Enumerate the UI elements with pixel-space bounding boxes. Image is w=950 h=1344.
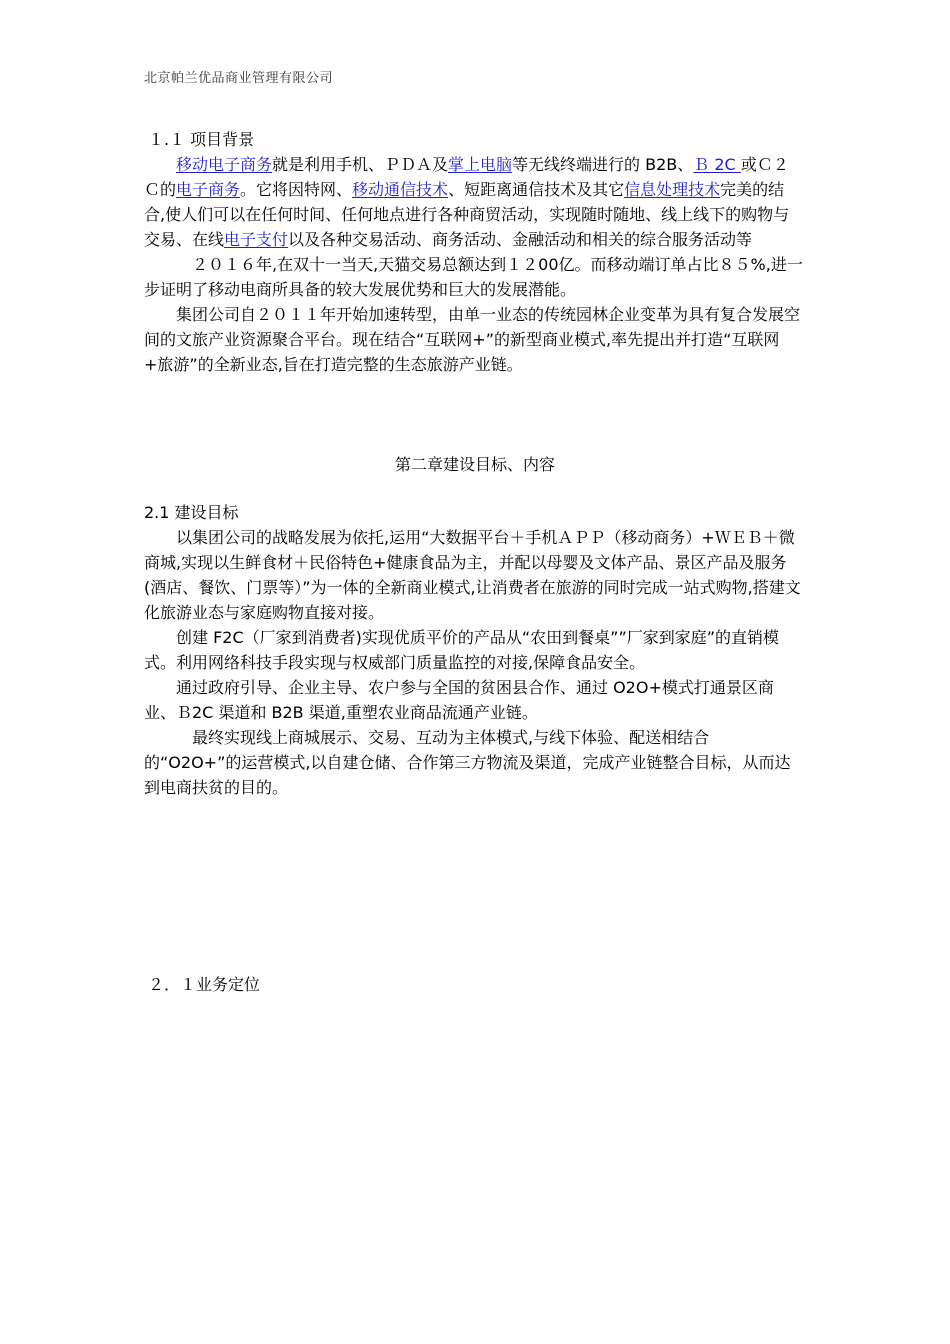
section-1-1-paragraph-2: ２０１６年,在双十一当天,天猫交易总额达到１２00亿。而移动端订单占比８５%,进一步证明了移动电商所具备的较大发展优势和巨大的发展潜能。 <box>144 255 803 299</box>
section-2-1-body <box>144 525 804 800</box>
text-span: 、短距离通信技术及其它 <box>448 180 625 199</box>
text-span: 以及各种交易活动、商务活动、金融活动和相关的综合服务活动等 <box>288 230 753 249</box>
section-1-1-paragraph-1 <box>144 152 804 252</box>
text-span: 等无线终端进行的 B2B、 <box>512 155 694 174</box>
link-ecommerce[interactable]: 电子商务 <box>176 180 241 199</box>
chapter-2-title: 第二章建设目标、内容 <box>394 455 555 474</box>
section-2-1-paragraph-1: 以集团公司的战略发展为依托,运用“大数据平台＋手机ＡＰＰ（移动商务）+ＷＥＢ＋微商城,实现以生鲜食材＋民俗特色+健康食品为主，并配以母婴及文体产品、景区产品及服务(酒店、餐饮、门票等）”为一体的全新商业模式,让消费者在旅游的同时完成一站式购物,搭建文化旅游业态与家庭购物直接对接。 <box>144 528 801 622</box>
text-span: 完美的结合,使人们可以在任何时间、任何地点进行各种商贸活动，实现随时随地、线上线下的购物与交易、在线 <box>144 180 790 249</box>
link-b2c[interactable]: Ｂ 2C <box>693 155 741 174</box>
section-2-1-paragraph-4: 最终实现线上商城展示、交易、互动为主体模式,与线下体验、配送相结合的“O2O+”的运营模式,以自建仓储、合作第三方物流及渠道，完成产业链整合目标，从而达到电商扶贫的目的。 <box>144 728 791 797</box>
link-info-processing[interactable]: 信息处理技术 <box>624 180 721 199</box>
section-2-1-business-heading: ２．１业务定位 <box>148 975 261 994</box>
section-1-1-heading: １.１ 项目背景 <box>148 130 255 149</box>
section-1-1-body <box>144 152 804 377</box>
section-2-1-paragraph-3: 通过政府引导、企业主导、农户参与全国的贫困县合作、通过 O2O+模式打通景区商业、Ｂ2C 渠道和 B2B 渠道,重塑农业商品流通产业链。 <box>144 678 774 722</box>
page-header-company: 北京帕兰优品商业管理有限公司 <box>144 71 334 86</box>
section-2-1-paragraph-2: 创建 F2C（厂家到消费者)实现优质平价的产品从“农田到餐桌””厂家到家庭”的直销模式。利用网络科技手段实现与权威部门质量监控的对接,保障食品安全。 <box>144 628 780 672</box>
text-span: 。它将因特网、 <box>240 180 353 199</box>
link-mobile-communication[interactable]: 移动通信技术 <box>352 180 449 199</box>
text-span: 或Ｃ２Ｃ的 <box>144 155 789 199</box>
link-epayment[interactable]: 电子支付 <box>224 230 289 249</box>
link-handheld-pc[interactable]: 掌上电脑 <box>448 155 513 174</box>
section-2-1-heading: 2.1 建设目标 <box>144 503 239 522</box>
section-1-1-paragraph-3: 集团公司自２０１１年开始加速转型，由单一业态的传统园林企业变革为具有复合发展空间的文旅产业资源聚合平台。现在结合“互联网+”的新型商业模式,率先提出并打造“互联网+旅游”的全新业态,旨在打造完整的生态旅游产业链。 <box>144 305 801 374</box>
link-mobile-ecommerce[interactable]: 移动电子商务 <box>176 155 273 174</box>
text-span: 就是利用手机、ＰＤＡ及 <box>272 155 449 174</box>
